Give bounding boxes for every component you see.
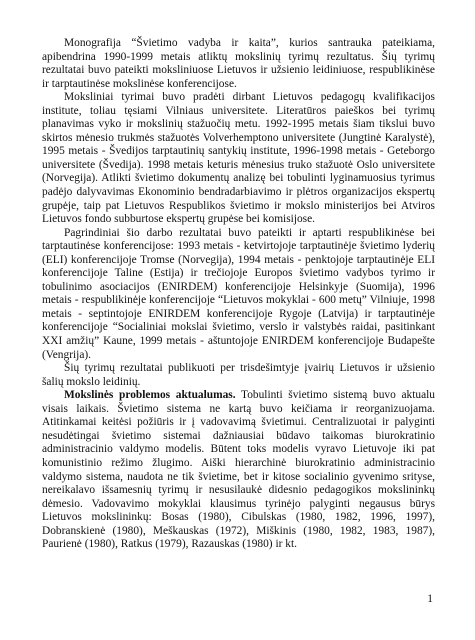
section-text: Tobulinti švietimo sistemą buvo aktualu visais laikais. Švietimo sistema ne kartą buvo keičiama ir reorganizuojama. Atitinkamai keitėsi požiūris ir į vadovavimą švietimui. Centralizuotai ir palyginti nesudėtingai švietimo sistemai dažniausiai būdavo taikomas biurokratinio administracinio valdymo modelis. Būtent toks modelis vyravo Lietuvoje iki pat komunistinio režimo žlugimo. Aiški hierarchinė biurokratinio administracinio valdymo sistema, naudota ne tik švietime, bet ir kitose socialinio gyvenimo srityse, nereikalavo išsamesnių tyrimų ir nesusilaukė didesnio pedagogikos mokslininkų dėmesio. Vadovavimo mokyklai klausimus tyrinėjo palyginti negausus būrys Lietuvos mokslininkų: Bosas (1980), Cibulskas (1980, 1982, 1996, 1997), Dobranskienė (1980), Meškauskas (1972), Miškinis (1980, 1982, 1983, 1987), Paurienė (1980), Ratkus (1979), Razauskas (1980) ir kt.: [42, 389, 436, 551]
paragraph-intro: Monografija “Švietimo vadyba ir kaita”, kurios santrauka pateikiama, apibendrina 1990-1999 metais atliktų mokslinių tyrimų rezultatus. Šių tyrimų rezultatai buvo pateikti moksliniuose Lietuvos ir užsienio leidiniuose, respublikinėse ir tarptautinėse mokslinėse konferencijose.: [42, 37, 435, 90]
paragraph-publications: Šių tyrimų rezultatai publikuoti per trisdešimtyje įvairių Lietuvos ir užsienio šalių mokslo leidinių.: [42, 362, 435, 388]
page-number: 1: [427, 593, 433, 605]
paragraph-conferences: Pagrindiniai šio darbo rezultatai buvo pateikti ir aptarti respublikinėse bei tarptautinėse konferencijose: 1993 metais - ketvirtojoje tarptautinėje švietimo lyderių (ELI) konferencijoje Tromse (Norvegija), 1994 metais - penktojoje tarptautinėje ELI konferencijoje Taline (Estija) ir trečiojoje Europos švietimo vadybos tyrimo ir tobulinimo asociacijos (ENIRDEM) konferencijoje Helsinkyje (Suomija), 1996 metais - respublikinėje konferencijoje “Lietuvos mokyklai - 600 metų” Vilniuje, 1998 metais - septintojoje ENIRDEM konferencijoje Rygoje (Latvija) ir tarptautinėje konferencijoje “Socialiniai mokslai švietimo, verslo ir valstybės raidai, pasitinkant XXI amžių” Kaune, 1999 metais - aštuntojoje ENIRDEM konferencijoje Budapešte (Vengrija).: [42, 226, 435, 361]
paragraph-relevance: [42, 389, 435, 552]
section-heading: Mokslinės problemos aktualumas.: [64, 389, 236, 402]
paragraph-research-history: Moksliniai tyrimai buvo pradėti dirbant Lietuvos pedagogų kvalifikacijos institute, toliau tęsiami Vilniaus universitete. Literatūros paieškos bei tyrimų planavimas vyko ir mokslinių stažuočių metu. 1992-1995 metais šiam tikslui buvo skirtos mėnesio trukmės stažuotės Volverhemptono universitete (Jungtinė Karalystė), 1995 metais - Švedijos tarptautinių santykių institute, 1996-1998 metais - Geteborgo universitete (Švedija). 1998 metais keturis mėnesius truko stažuotė Oslo universitete (Norvegija). Atlikti švietimo dokumentų analizę bei tobulinti lyginamuosius tyrimus padėjo dalyvavimas Ekonominio bendradarbiavimo ir plėtros organizacijos ekspertų grupėje, taip pat Lietuvos Respublikos švietimo ir mokslo ministerijos bei Atviros Lietuvos fondo subburtose ekspertų grupėse bei komisijose.: [42, 91, 435, 226]
document-body: [42, 37, 435, 552]
